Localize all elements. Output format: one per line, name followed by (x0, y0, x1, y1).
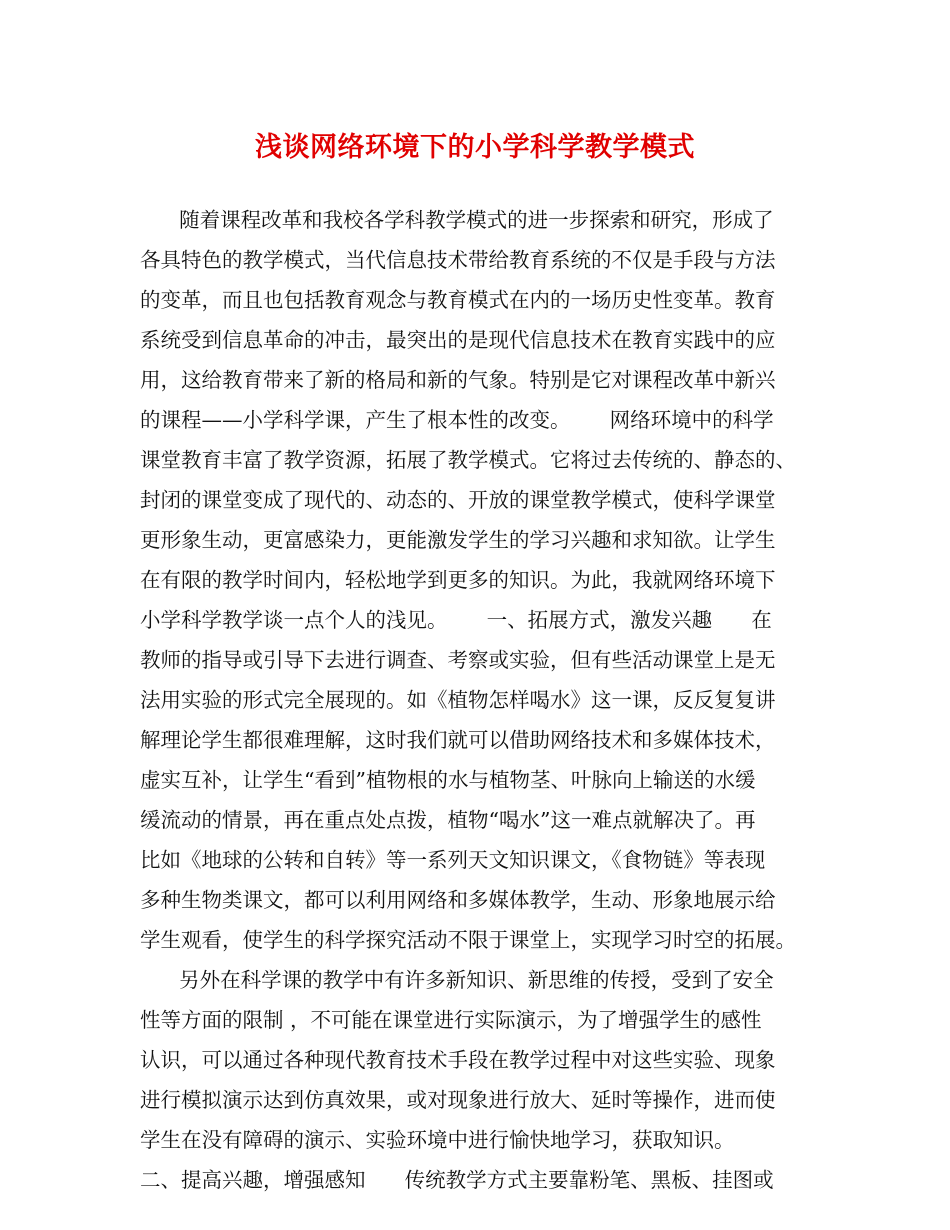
body-line: 缓流动的情景，再在重点处点拨，植物“喝水”这一难点就解决了。再 (140, 808, 756, 832)
body-line: 比如《地球的公转和自转》等一系列天文知识课文，《食物链》等表现 (140, 848, 766, 872)
body-line: 性等方面的限制 ，不可能在课堂进行实际演示，为了增强学生的感性 (140, 1008, 762, 1032)
body-line: 另外在科学课的教学中有许多新知识、新思维的传授，受到了安全 (140, 968, 774, 992)
document-title: 浅谈网络环境下的小学科学教学模式 (255, 132, 695, 163)
document-body (140, 200, 830, 1200)
body-line: 进行模拟演示达到仿真效果，或对现象进行放大、延时等操作，进而使 (140, 1088, 776, 1112)
body-line: 学生在没有障碍的演示、实验环境中进行愉快地学习，获取知识。 (140, 1128, 735, 1152)
body-line: 的变革，而且也包括教育观念与教育模式在内的一场历史性变革。教育 (140, 288, 776, 312)
body-line: 随着课程改革和我校各学科教学模式的进一步探索和研究，形成了 (140, 208, 774, 232)
body-line: 二、提高兴趣，增强感知 传统教学方式主要靠粉笔、黑板、挂图或 (140, 1168, 774, 1192)
body-line: 更形象生动，更富感染力，更能激发学生的学习兴趣和求知欲。让学生 (140, 528, 776, 552)
body-line: 系统受到信息革命的冲击，最突出的是现代信息技术在教育实践中的应 (140, 328, 776, 352)
body-line: 解理论学生都很难理解，这时我们就可以借助网络技术和多媒体技术， (140, 728, 776, 752)
body-line: 小学科学教学谈一点个人的浅见。 一、拓展方式，激发兴趣 在 (140, 608, 772, 632)
body-line: 封闭的课堂变成了现代的、动态的、开放的课堂教学模式，使科学课堂 (140, 488, 776, 512)
body-line: 学生观看，使学生的科学探究活动不限于课堂上，实现学习时空的拓展。 (140, 928, 796, 952)
body-line: 的课程——小学科学课，产生了根本性的改变。 网络环境中的科学 (140, 408, 774, 432)
body-line: 多种生物类课文，都可以利用网络和多媒体教学，生动、形象地展示给 (140, 888, 776, 912)
body-line: 课堂教育丰富了教学资源，拓展了教学模式。它将过去传统的、静态的、 (140, 448, 796, 472)
body-line: 在有限的教学时间内，轻松地学到更多的知识。为此，我就网络环境下 (140, 568, 776, 592)
body-line: 法用实验的形式完全展现的。如《植物怎样喝水》这一课，反反复复讲 (140, 688, 776, 712)
body-line: 教师的指导或引导下去进行调查、考察或实验，但有些活动课堂上是无 (140, 648, 776, 672)
body-line: 认识，可以通过各种现代教育技术手段在教学过程中对这些实验、现象 (140, 1048, 776, 1072)
body-line: 用，这给教育带来了新的格局和新的气象。特别是它对课程改革中新兴 (140, 368, 776, 392)
body-line: 虚实互补，让学生“看到”植物根的水与植物茎、叶脉向上输送的水缓 (140, 768, 756, 792)
body-line: 各具特色的教学模式，当代信息技术带给教育系统的不仅是手段与方法 (140, 248, 776, 272)
